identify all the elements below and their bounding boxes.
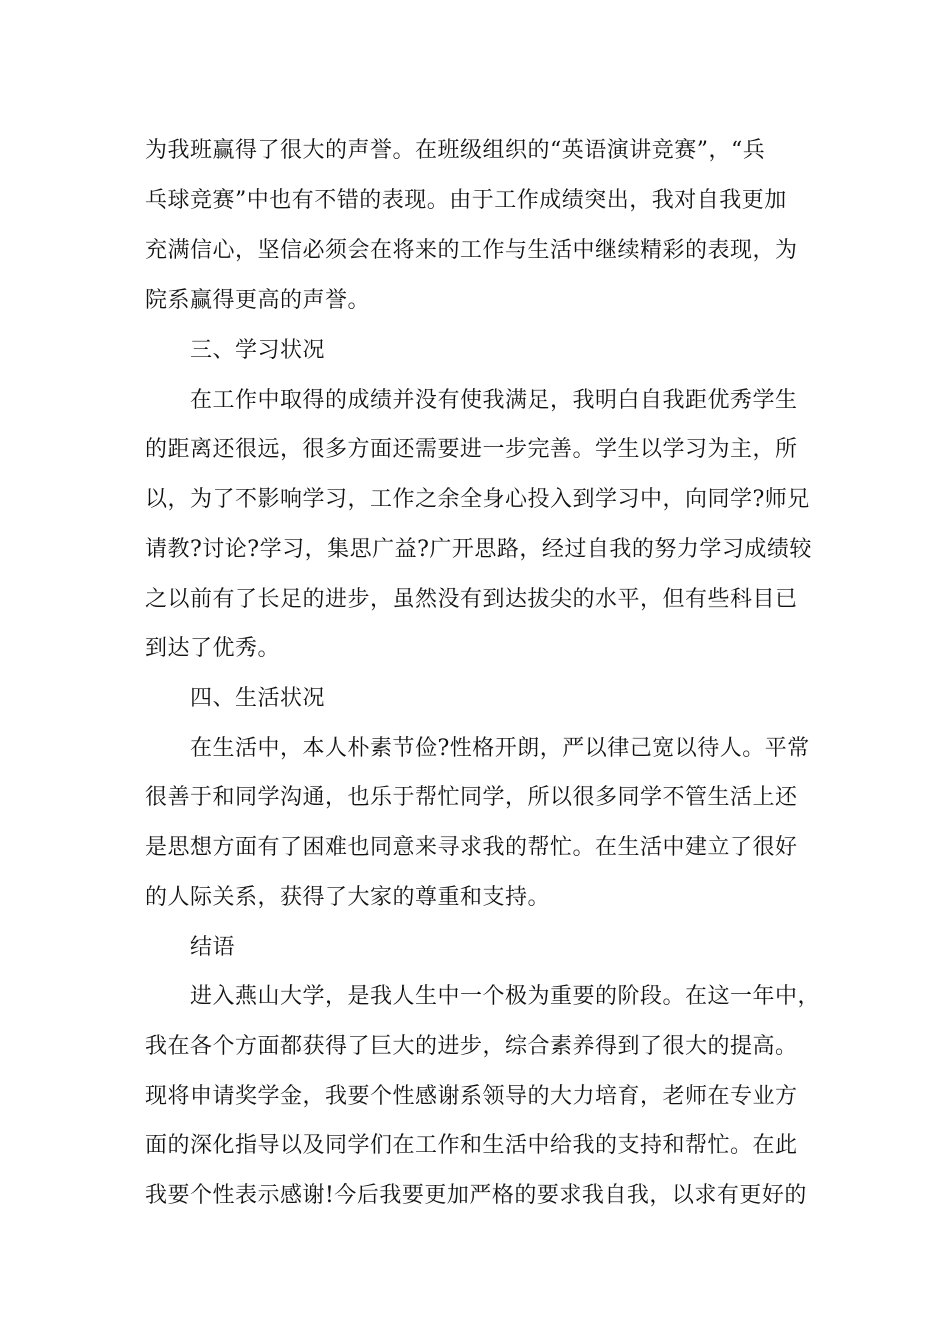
paragraph-line: 在工作中取得的成绩并没有使我满足，我明白自我距优秀学生 (190, 388, 798, 413)
paragraph-line: 之以前有了长足的进步，虽然没有到达拔尖的水平，但有些科目已 (145, 587, 798, 612)
section-heading-study: 三、学习状况 (190, 338, 326, 363)
paragraph-line: 请教?讨论?学习，集思广益?广开思路，经过自我的努力学习成绩较 (145, 537, 812, 562)
paragraph-line: 的人际关系，获得了大家的尊重和支持。 (145, 885, 551, 910)
paragraph-line: 以，为了不影响学习，工作之余全身心投入到学习中，向同学?师兄 (145, 487, 810, 512)
paragraph-line: 在生活中，本人朴素节俭?性格开朗，严以律己宽以待人。平常 (190, 736, 810, 761)
paragraph-line: 乓球竞赛”中也有不错的表现。由于工作成绩突出，我对自我更加 (145, 188, 787, 213)
paragraph-line: 很善于和同学沟通，也乐于帮忙同学，所以很多同学不管生活上还 (145, 785, 798, 810)
paragraph-line: 是思想方面有了困难也同意来寻求我的帮忙。在生活中建立了很好 (145, 835, 798, 860)
paragraph-line: 为我班赢得了很大的声誉。在班级组织的“英语演讲竞赛”，“兵 (145, 138, 766, 163)
paragraph-line: 院系赢得更高的声誉。 (145, 288, 371, 313)
paragraph-line: 我在各个方面都获得了巨大的进步，综合素养得到了很大的提高。 (145, 1034, 798, 1059)
paragraph-line: 的距离还很远，很多方面还需要进一步完善。学生以学习为主，所 (145, 437, 798, 462)
section-heading-conclusion: 结语 (190, 935, 236, 960)
section-heading-life: 四、生活状况 (190, 686, 326, 711)
paragraph-line: 进入燕山大学，是我人生中一个极为重要的阶段。在这一年中， (190, 984, 821, 1009)
paragraph-line: 充满信心，坚信必须会在将来的工作与生活中继续精彩的表现，为 (145, 238, 798, 263)
paragraph-line: 到达了优秀。 (145, 636, 281, 661)
paragraph-line: 我要个性表示感谢!今后我要更加严格的要求我自我，以求有更好的 (145, 1183, 807, 1208)
paragraph-line: 面的深化指导以及同学们在工作和生活中给我的支持和帮忙。在此 (145, 1133, 798, 1158)
paragraph-line: 现将申请奖学金，我要个性感谢系领导的大力培育，老师在专业方 (145, 1084, 798, 1109)
